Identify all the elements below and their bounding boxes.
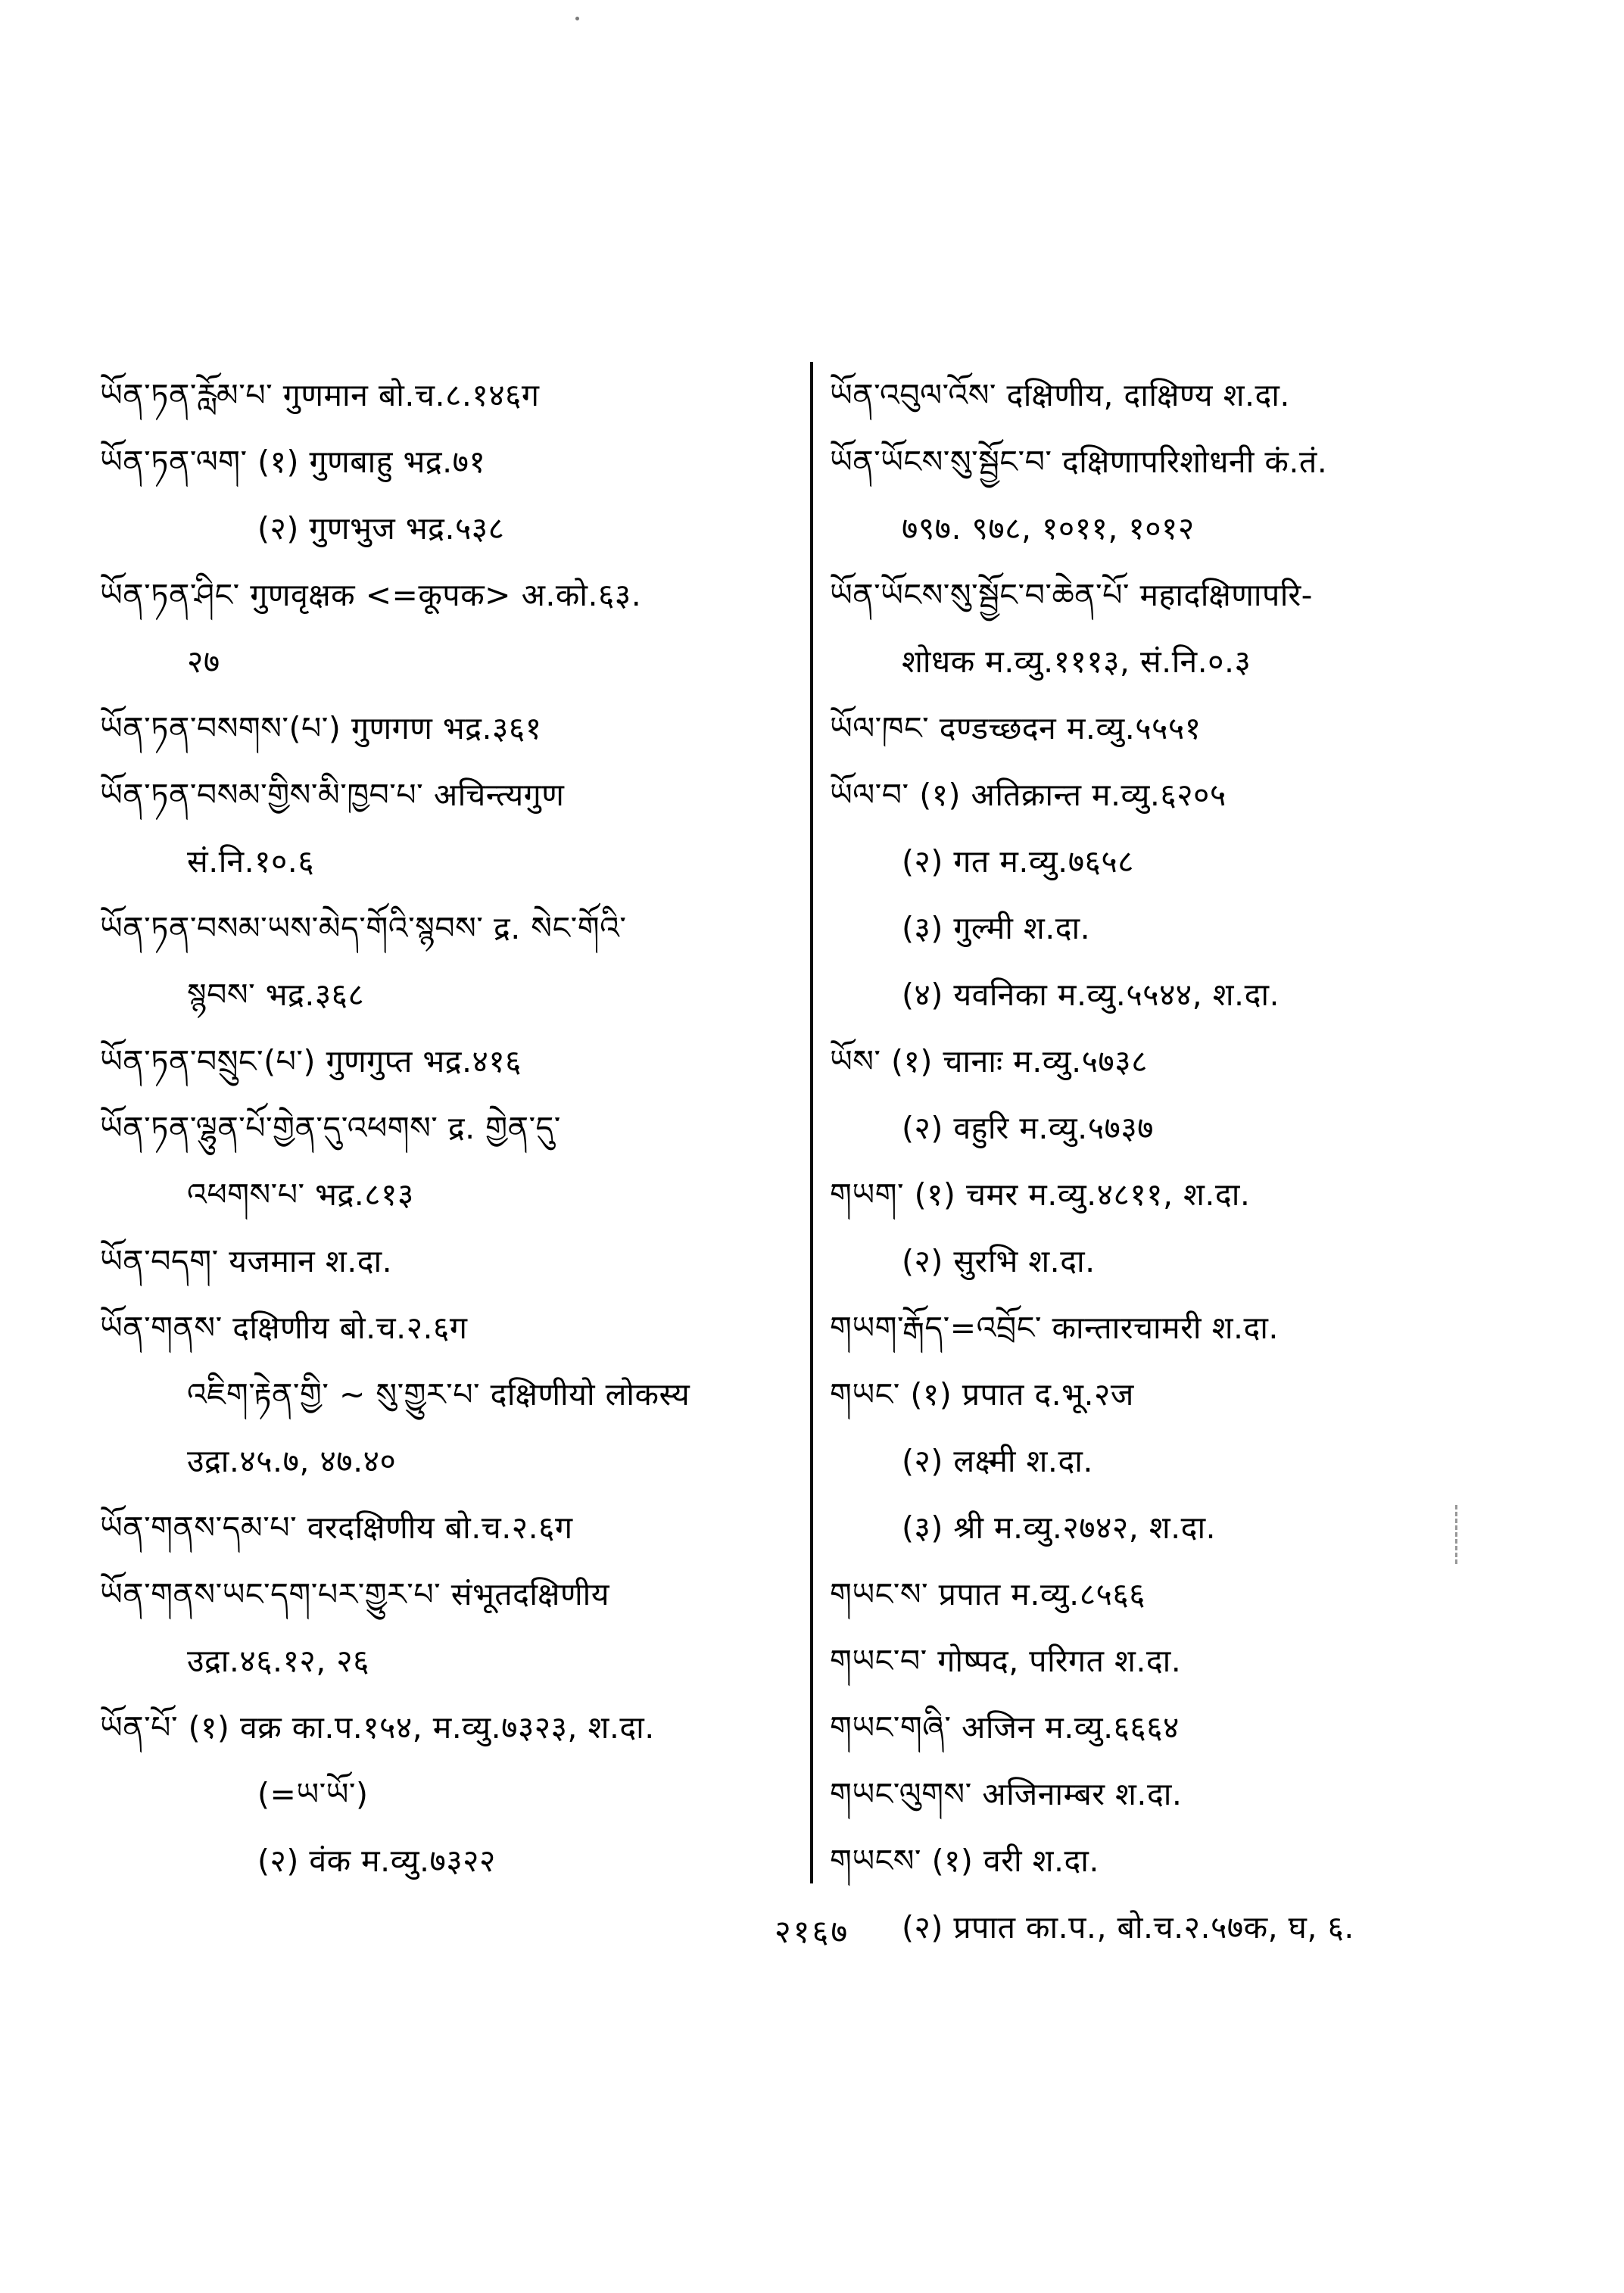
entry-line: གཡག་རྒོད་=འབྲོང་ कान्तारचामरी श.दा.: [830, 1310, 1279, 1346]
entry-line: ཡོན་པོ་ (१) वक्र का.प.१५४, म.व्यु.७३२३, श.दा.: [100, 1709, 655, 1746]
scan-artifact-dashes: [1455, 1505, 1457, 1564]
entry-line: ཡོས་ (१) चानाः म.व्यु.५७३८: [830, 1043, 1148, 1080]
entry-subline: (२) वहुरि म.व्यु.५७३७: [902, 1110, 1154, 1146]
entry-subline: (३) श्री म.व्यु.२७४२, श.दा.: [902, 1509, 1217, 1546]
entry-subline: (२) सुरभि श.दा.: [902, 1243, 1096, 1279]
entry-line: གཡངས་ (१) वरी श.दा.: [830, 1843, 1099, 1879]
page-number: २१६७: [774, 1913, 850, 1950]
entry-line: ཡོན་འབུལ་འོས་ दक्षिणीय, दाक्षिण्य श.दा.: [830, 377, 1290, 413]
entry-line: ཡོལ་ཁང་ दण्डच्छदन म.व्यु.५५५१: [830, 710, 1202, 746]
entry-line: ཡོན་ཏན་ལྷུན་པོ་གྱེན་དུ་འཕགས་ द्र. གྱེན་དུ་: [100, 1110, 561, 1146]
left-column: [100, 362, 808, 1894]
scan-artifact-speck: [575, 17, 579, 20]
entry-line: ཡོན་ཏན་ལག་ (१) गुणबाहु भद्र.७१: [100, 444, 486, 480]
entry-continuation: འཕགས་པ་ भद्र.८१३: [187, 1176, 414, 1213]
entry-subline: (२) गत म.व्यु.७६५८: [902, 843, 1134, 880]
entry-continuation: सं.नि.१०.६: [187, 843, 315, 880]
entry-line: གཡག་ (१) चमर म.व्यु.४८११, श.दा.: [830, 1176, 1251, 1213]
column-divider-rule: [810, 362, 813, 1883]
entry-line: གཡང་ལུགས་ अजिनाम्बर श.दा.: [830, 1776, 1183, 1812]
entry-line: ཡོལ་བ་ (१) अतिक्रान्त म.व्यु.६२०५: [830, 777, 1227, 813]
entry-line: ཡོན་ཏན་བསྲུང་(པ་) गुणगुप्त भद्र.४१६: [100, 1043, 522, 1080]
entry-line: ཡོན་གནས་ दक्षिणीय बो.च.२.६ग: [100, 1310, 468, 1346]
entry-continuation: उद्रा.४६.१२, २६: [187, 1643, 369, 1679]
entry-line: ཡོན་བདག་ यजमान श.दा.: [100, 1243, 393, 1279]
entry-continuation: སྙབས་ भद्र.३६८: [187, 977, 365, 1013]
entry-line: ཡོན་ཏན་བསམ་ཡས་མེད་གོའི་སྙབས་ द्र. སེང་གོའི་: [100, 910, 627, 946]
entry-line: གཡང་ (१) प्रपात द.भू.२ज: [830, 1376, 1134, 1413]
entry-line: ཡོན་གནས་དམ་པ་ वरदक्षिणीय बो.च.२.६ग: [100, 1509, 573, 1546]
entry-line: ཡོན་གནས་ཡང་དག་པར་གྱུར་པ་ संभूतदक्षिणीय: [100, 1576, 609, 1612]
entry-continuation: शोधक म.व्यु.१११३, सं.नि.०.३: [902, 643, 1252, 680]
entry-continuation: उद्रा.४५.७, ४७.४०: [187, 1443, 397, 1479]
entry-subline: (२) गुणभुज भद्र.५३८: [257, 510, 505, 547]
entry-line: ཡོན་ཏན་བསགས་(པ་) गुणगण भद्र.३६१: [100, 710, 542, 746]
entry-line: ཡོན་ཡོངས་སུ་སྦྱོང་བ་ཆེན་པོ་ महादक्षिणापरि-: [830, 577, 1313, 613]
entry-subline: (२) वंक म.व्यु.७३२२: [257, 1843, 496, 1879]
entry-subline: (३) गुल्मी श.दा.: [902, 910, 1091, 946]
entry-line: གཡང་ས་ प्रपात म.व्यु.८५६६: [830, 1576, 1146, 1612]
entry-line: ཡོན་ཏན་རློམ་པ་ गुणमान बो.च.८.१४६ग: [100, 377, 540, 413]
entry-line: ཡོན་ཏན་བསམ་གྱིས་མི་ཁྱབ་པ་ अचिन्त्यगुण: [100, 777, 565, 813]
entry-line: ཡོན་ཏན་ཤིང་ गुणवृक्षक <=कूपक> अ.को.६३.: [100, 577, 642, 613]
entry-continuation: ७९७. ९७८, १०११, १०१२: [902, 510, 1195, 547]
entry-continuation: འཇིག་རྟེན་གྱི་ ~ སུ་གྱུར་པ་ दक्षिणीयो लोकस्य: [187, 1376, 690, 1413]
entry-subline: (२) प्रपात का.प., बो.च.२.५७क, घ, ६.: [902, 1909, 1354, 1946]
entry-subline: (२) लक्ष्मी श.दा.: [902, 1443, 1093, 1479]
entry-subline: (४) यवनिका म.व्यु.५५४४, श.दा.: [902, 977, 1280, 1013]
entry-line: ཡོན་ཡོངས་སུ་སྦྱོང་བ་ दक्षिणापरिशोधनी कं.तं.: [830, 444, 1328, 480]
right-column: [830, 362, 1594, 1961]
entry-line: གཡང་གཞི་ अजिन म.व्यु.६६६४: [830, 1709, 1180, 1746]
entry-line: གཡང་བ་ गोष्पद, परिगत श.दा.: [830, 1643, 1182, 1679]
entry-continuation: २७: [187, 643, 220, 680]
entry-subline: (=ཡ་ཡོ་): [257, 1776, 369, 1812]
